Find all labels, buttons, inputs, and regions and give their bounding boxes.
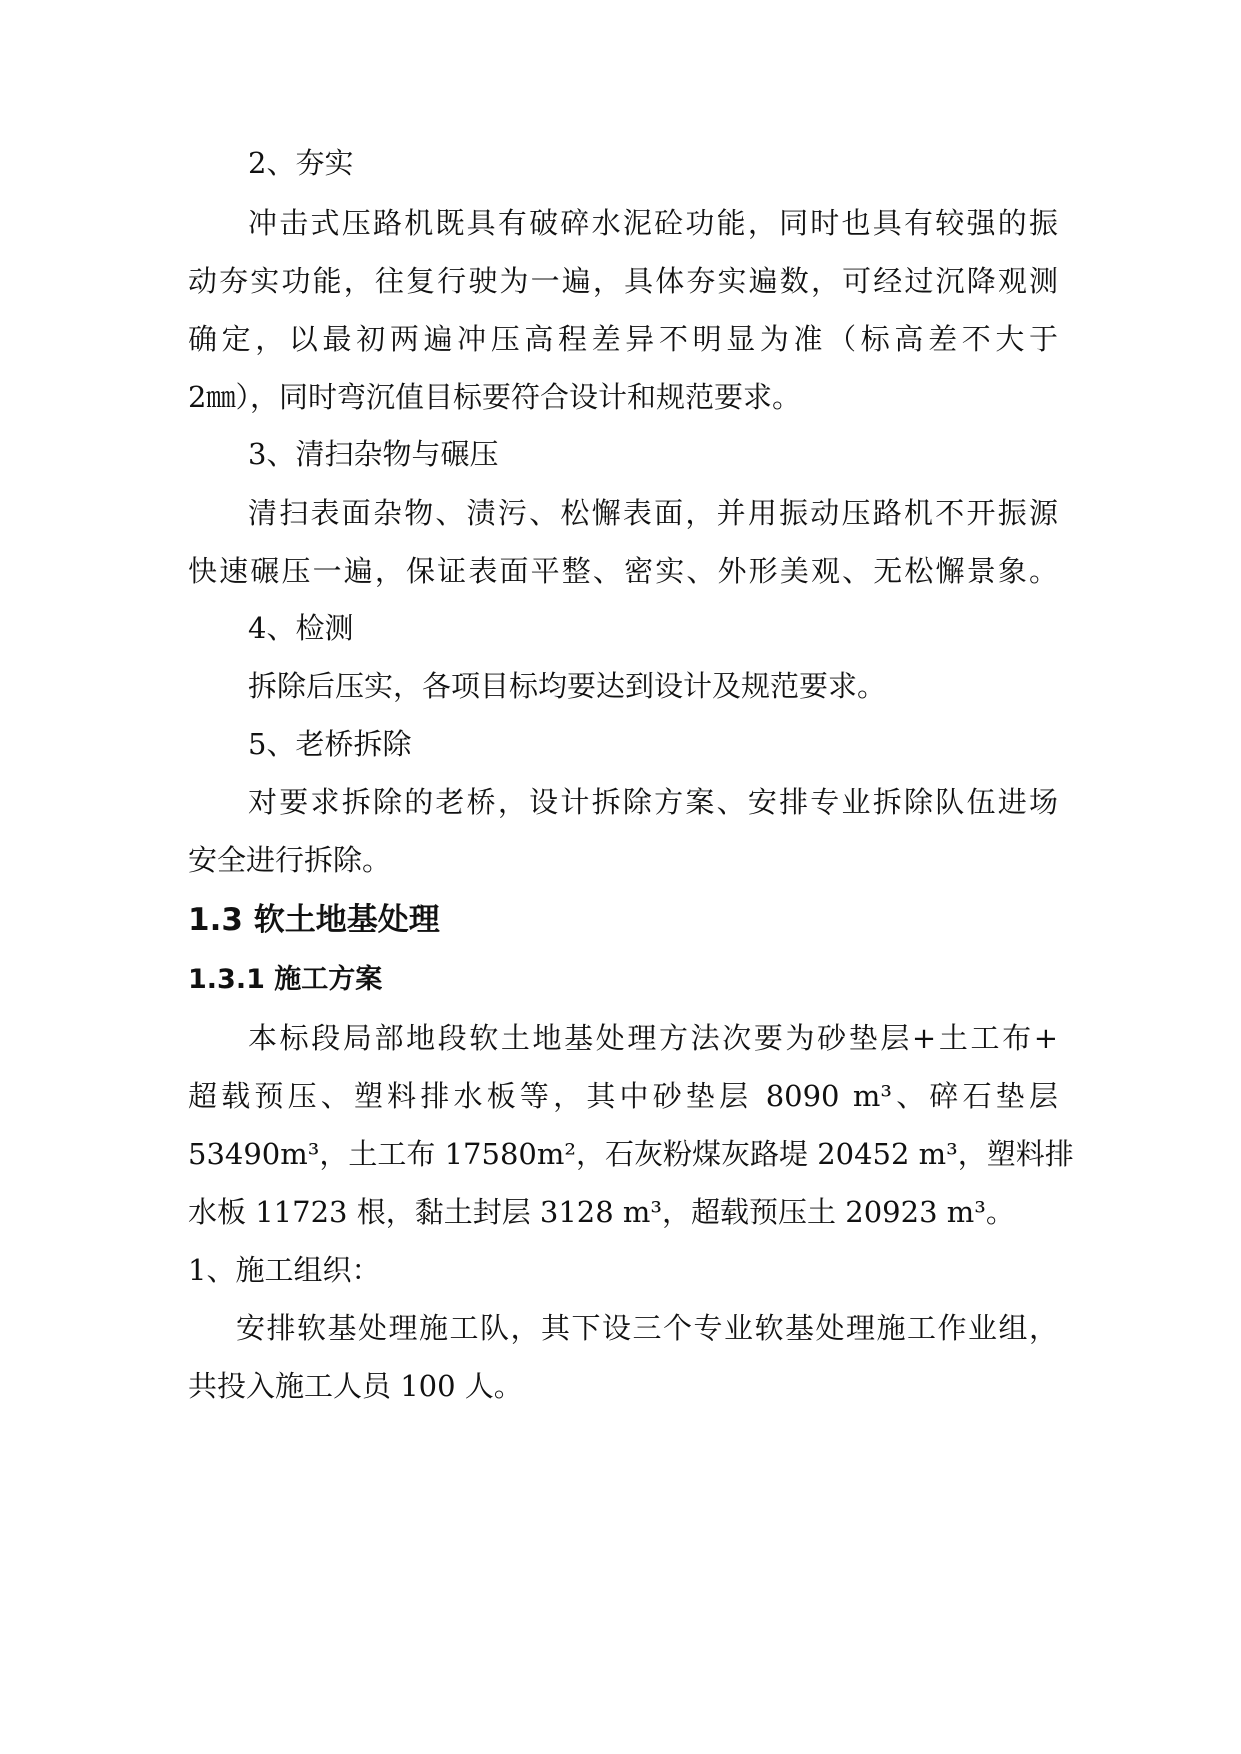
paragraph-line: 共投入施工人员 100 人。	[188, 1369, 523, 1403]
paragraph-line: 2㎜），同时弯沉值目标要符合设计和规范要求。	[188, 380, 801, 414]
paragraph-line: 快速碾压一遍，保证表面平整、密实、外形美观、无松懈景象。	[188, 554, 1058, 588]
paragraph-line: 安全进行拆除。	[188, 843, 392, 877]
paragraph-line: 拆除后压实，各项目标均要达到设计及规范要求。	[248, 669, 887, 703]
subheading-compaction: 2、夯实	[248, 146, 354, 180]
paragraph-line: 安排软基处理施工队，其下设三个专业软基处理施工作业组，	[236, 1311, 1058, 1345]
paragraph-line: 对要求拆除的老桥，设计拆除方案、安排专业拆除队伍进场	[248, 785, 1058, 819]
section-heading-soft-soil: 1.3 软土地基处理	[188, 902, 440, 938]
paragraph-line: 动夯实功能，往复行驶为一遍，具体夯实遍数，可经过沉降观测	[188, 264, 1058, 298]
paragraph-line: 53490m³，土工布 17580m²，石灰粉煤灰路堤 20452 m³，塑料排	[188, 1137, 1074, 1171]
paragraph-line: 确定，以最初两遍冲压高程差异不明显为准（标高差不大于	[188, 322, 1058, 356]
subsection-heading-construction-plan: 1.3.1 施工方案	[188, 964, 383, 995]
subheading-construction-organization: 1、施工组织：	[188, 1253, 381, 1287]
subheading-inspection: 4、检测	[248, 611, 354, 645]
paragraph-line: 水板 11723 根，黏土封层 3128 m³，超载预压土 20923 m³。	[188, 1195, 1015, 1229]
subheading-cleaning: 3、清扫杂物与碾压	[248, 437, 499, 471]
paragraph-line: 清扫表面杂物、渍污、松懈表面，并用振动压路机不开振源	[248, 496, 1058, 530]
subheading-old-bridge-demolition: 5、老桥拆除	[248, 727, 412, 761]
paragraph-line: 本标段局部地段软土地基处理方法次要为砂垫层+土工布+	[248, 1021, 1058, 1055]
paragraph-line: 冲击式压路机既具有破碎水泥砼功能，同时也具有较强的振	[248, 206, 1058, 240]
paragraph-line: 超载预压、塑料排水板等，其中砂垫层 8090 m³、碎石垫层	[188, 1079, 1058, 1113]
